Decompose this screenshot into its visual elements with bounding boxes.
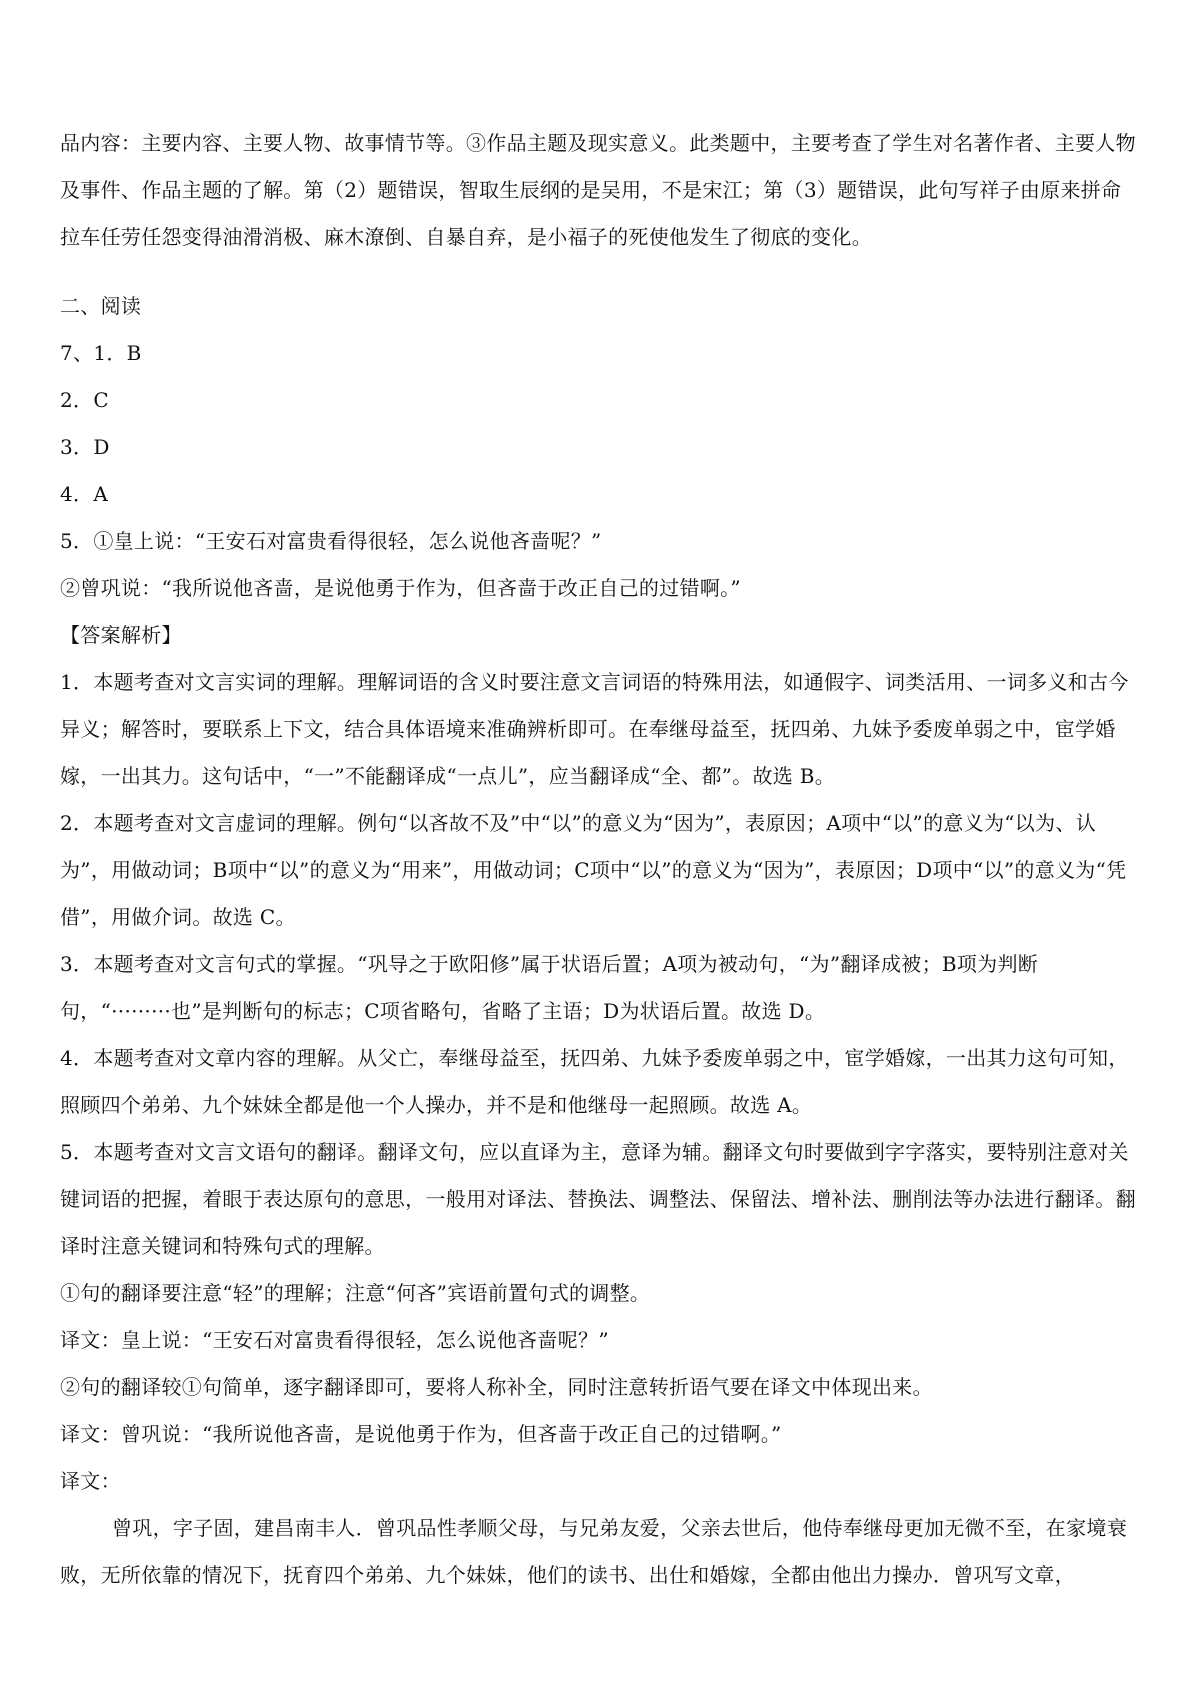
translation-2: 译文：曾巩说：“我所说他吝啬，是说他勇于作为，但吝啬于改正自己的过错啊。” xyxy=(60,1422,782,1446)
answer-q7-5-part1: 5．①皇上说：“王安石对富贵看得很轻，怎么说他吝啬呢？” xyxy=(60,529,602,553)
full-translation-text: 曾巩，字子固，建昌南丰人．曾巩品性孝顺父母，与兄弟友爱，父亲去世后，他侍奉继母更加无微不至，在家境衰败，无所依靠的情况下，抚育四个弟弟、九个妹妹，他们的读书、出仕和婚嫁，全都由他出力操办．曾巩写文章， xyxy=(60,1516,1127,1587)
analysis-item-1: 1．本题考查对文言实词的理解。理解词语的含义时要注意文言词语的特殊用法，如通假字、词类活用、一词多义和古今异义；解答时，要联系上下文，结合具体语境来准确辨析即可。在奉继母益至，抚四弟、九妹予委废单弱之中，宦学婚嫁，一出其力。这句话中，“一”不能翻译成“一点儿”，应当翻译成“全、都”。故选 B。 xyxy=(60,670,1129,788)
translation-note-2: ②句的翻译较①句简单，逐字翻译即可，要将人称补全，同时注意转折语气要在译文中体现出来。 xyxy=(60,1375,933,1399)
answer-q7-4: 4．A xyxy=(60,482,109,506)
analysis-item-3: 3．本题考查对文言句式的掌握。“巩导之于欧阳修”属于状语后置；A项为被动句，“为”翻译成被；B项为判断句，“·········也”是判断句的标志；C项省略句，省略了主语；D为状语后置。故选 D。 xyxy=(60,952,1039,1023)
analysis-item-5: 5．本题考查对文言文语句的翻译。翻译文句，应以直译为主，意译为辅。翻译文句时要做到字字落实，要特别注意对关键词语的把握，着眼于表达原句的意思，一般用对译法、替换法、调整法、保留法、增补法、删削法等办法进行翻译。翻译时注意关键词和特殊句式的理解。 xyxy=(60,1140,1136,1258)
answer-q7-5-part2: ②曾巩说：“我所说他吝啬，是说他勇于作为，但吝啬于改正自己的过错啊。” xyxy=(60,576,741,600)
answer-q7-3: 3．D xyxy=(60,435,110,459)
paragraph-novel-analysis: 品内容：主要内容、主要人物、故事情节等。③作品主题及现实意义。此类题中，主要考查了学生对名著作者、主要人物及事件、作品主题的了解。第（2）题错误，智取生辰纲的是吴用，不是宋江；第（3）题错误，此句写祥子由原来拼命拉车任劳任怨变得油滑消极、麻木潦倒、自暴自弃，是小福子的死使他发生了彻底的变化。 xyxy=(60,131,1136,249)
full-translation-label: 译文： xyxy=(60,1469,121,1493)
answer-q7-2: 2．C xyxy=(60,388,109,412)
answer-q7-1: 7、1．B xyxy=(60,341,142,365)
section-heading-reading: 二、阅读 xyxy=(60,294,142,318)
analysis-item-4: 4．本题考查对文章内容的理解。从父亡，奉继母益至，抚四弟、九妹予委废单弱之中，宦学婚嫁，一出其力这句可知，照顾四个弟弟、九个妹妹全都是他一个人操办，并不是和他继母一起照顾。故选 A。 xyxy=(60,1046,1129,1117)
translation-1: 译文：皇上说：“王安石对富贵看得很轻，怎么说他吝啬呢？” xyxy=(60,1328,609,1352)
translation-note-1: ①句的翻译要注意“轻”的理解；注意“何吝”宾语前置句式的调整。 xyxy=(60,1281,651,1305)
document-page xyxy=(60,120,1140,1599)
section-gap xyxy=(60,261,1140,283)
answer-analysis-heading: 【答案解析】 xyxy=(60,623,182,647)
analysis-item-2: 2．本题考查对文言虚词的理解。例句“以吝故不及”中“以”的意义为“因为”，表原因；A项中“以”的意义为“以为、认为”，用做动词；B项中“以”的意义为“用来”，用做动词；C项中“以”的意义为“因为”，表原因；D项中“以”的意义为“凭借”，用做介词。故选 C。 xyxy=(60,811,1127,929)
